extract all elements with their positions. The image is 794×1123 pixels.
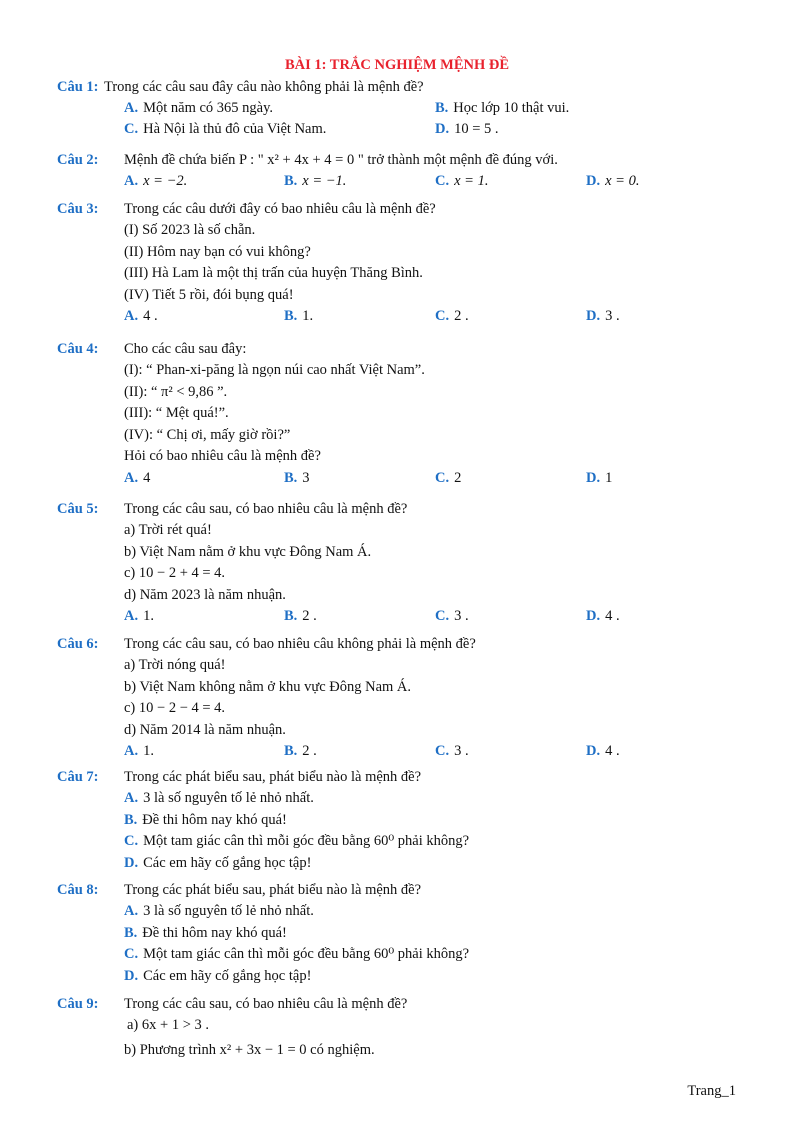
option-a: A. 1. — [124, 743, 154, 759]
question-number: Câu 8: — [57, 882, 99, 898]
page-number: Trang_1 — [687, 1083, 736, 1099]
question-text: Trong các phát biểu sau, phát biểu nào là mệnh đề? — [124, 882, 422, 898]
option-d: D. 4 . — [586, 608, 620, 624]
statement-line: d) Năm 2014 là năm nhuận. — [124, 721, 286, 738]
statement-line: (III) Hà Lam là một thị trấn của huyện Thăng Bình. — [124, 265, 423, 281]
option-d: D. Các em hãy cố gắng học tập! — [124, 967, 312, 984]
question-text: Cho các câu sau đây: — [124, 341, 247, 357]
statement-line: c) 10 − 2 − 4 = 4. — [124, 700, 226, 716]
option-d: D. 3 . — [586, 308, 620, 324]
statement-line: d) Năm 2023 là năm nhuận. — [124, 586, 286, 603]
option-b: B. 1. — [284, 308, 314, 324]
question-number: Câu 6: — [57, 636, 99, 652]
option-d: D. Các em hãy cố gắng học tập! — [124, 854, 312, 871]
option-b: B. Đề thi hôm nay khó quá! — [124, 811, 287, 828]
statement-line: (II) Hôm nay bạn có vui không? — [124, 243, 311, 260]
question-5 — [57, 499, 757, 627]
question-text: Mệnh đề chứa biến P : " x² + 4x + 4 = 0 " trở thành một mệnh đề đúng với. — [124, 152, 558, 168]
statement-line: (I) Số 2023 là số chẵn. — [124, 222, 256, 238]
question-number: Câu 1: — [57, 79, 99, 95]
question-number: Câu 7: — [57, 769, 99, 785]
question-text: Trong các phát biểu sau, phát biểu nào là mệnh đề? — [124, 769, 422, 785]
option-c: C. 3 . — [435, 608, 469, 624]
option-c: C. x = 1. — [435, 173, 489, 189]
question-text: Trong các câu sau, có bao nhiêu câu không phải là mệnh đề? — [124, 636, 476, 652]
question-number: Câu 5: — [57, 501, 99, 517]
option-c: C. Hà Nội là thủ đô của Việt Nam. — [124, 121, 327, 137]
question-7 — [57, 767, 757, 874]
option-c: C. 2 . — [435, 308, 469, 324]
question-number: Câu 3: — [57, 201, 99, 217]
option-b: B. Đề thi hôm nay khó quá! — [124, 924, 287, 941]
question-number: Câu 9: — [57, 996, 99, 1012]
statement-line: (III): “ Mệt quá!”. — [124, 405, 229, 421]
statement-line: a) 6x + 1 > 3 . — [127, 1017, 209, 1033]
option-d: D. x = 0. — [586, 173, 640, 189]
statement-line: a) Trời rét quá! — [124, 522, 212, 538]
question-8 — [57, 880, 757, 987]
question-text: Trong các câu sau, có bao nhiêu câu là mệnh đề? — [124, 501, 408, 517]
option-a: A. 3 là số nguyên tố lẻ nhỏ nhất. — [124, 790, 314, 806]
option-c: C. Một tam giác cân thì mỗi góc đều bằng 60⁰ phải không? — [124, 946, 470, 962]
option-b: B. Học lớp 10 thật vui. — [435, 100, 570, 116]
page-title: BÀI 1: TRẮC NGHIỆM MỆNH ĐỀ — [284, 57, 510, 73]
statement-line: b) Việt Nam nằm ở khu vực Đông Nam Á. — [124, 543, 372, 560]
question-number: Câu 2: — [57, 152, 99, 168]
option-b: B. x = −1. — [284, 173, 347, 189]
option-d: D. 10 = 5 . — [435, 121, 499, 137]
statement-line: (II): “ π² < 9,86 ”. — [124, 383, 228, 400]
question-2 — [57, 150, 757, 192]
statement-line: b) Việt Nam không nằm ở khu vực Đông Nam Á. — [124, 678, 412, 695]
statement-line: (IV) Tiết 5 rồi, đói bụng quá! — [124, 286, 294, 303]
question-text: Trong các câu dưới đây có bao nhiêu câu là mệnh đề? — [124, 201, 436, 217]
option-a: A. 3 là số nguyên tố lẻ nhỏ nhất. — [124, 903, 314, 919]
question-text: Trong các câu sau đây câu nào không phải là mệnh đề? — [104, 79, 424, 95]
question-1 — [57, 77, 757, 140]
option-b: B. 2 . — [284, 608, 317, 624]
statement-line: c) 10 − 2 + 4 = 4. — [124, 565, 226, 581]
question-number: Câu 4: — [57, 341, 99, 357]
statement-line: b) Phương trình x² + 3x − 1 = 0 có nghiệm. — [124, 1041, 375, 1058]
option-c: C. 3 . — [435, 743, 469, 759]
question-6 — [57, 634, 757, 762]
option-c: C. 2 — [435, 469, 462, 486]
question-4 — [57, 339, 757, 489]
question-3 — [57, 199, 757, 327]
option-a: A. x = −2. — [124, 173, 188, 189]
option-a: A. 1. — [124, 608, 154, 624]
statement-line: Hỏi có bao nhiêu câu là mệnh đề? — [124, 448, 321, 464]
option-a: A. 4 . — [124, 308, 158, 324]
option-d: D. 4 . — [586, 743, 620, 759]
question-9 — [57, 994, 757, 1061]
option-c: C. Một tam giác cân thì mỗi góc đều bằng 60⁰ phải không? — [124, 833, 470, 849]
statement-line: (IV): “ Chị ơi, mấy giờ rồi?” — [124, 426, 291, 443]
option-a: A. 4 — [124, 469, 151, 486]
question-text: Trong các câu sau, có bao nhiêu câu là mệnh đề? — [124, 996, 408, 1012]
statement-line: (I): “ Phan-xi-păng là ngọn núi cao nhất Việt Nam”. — [124, 362, 425, 378]
option-d: D. 1 — [586, 469, 613, 486]
option-b: B. 2 . — [284, 743, 317, 759]
option-a: A. Một năm có 365 ngày. — [124, 100, 274, 116]
option-b: B. 3 — [284, 469, 310, 486]
statement-line: a) Trời nóng quá! — [124, 657, 226, 673]
